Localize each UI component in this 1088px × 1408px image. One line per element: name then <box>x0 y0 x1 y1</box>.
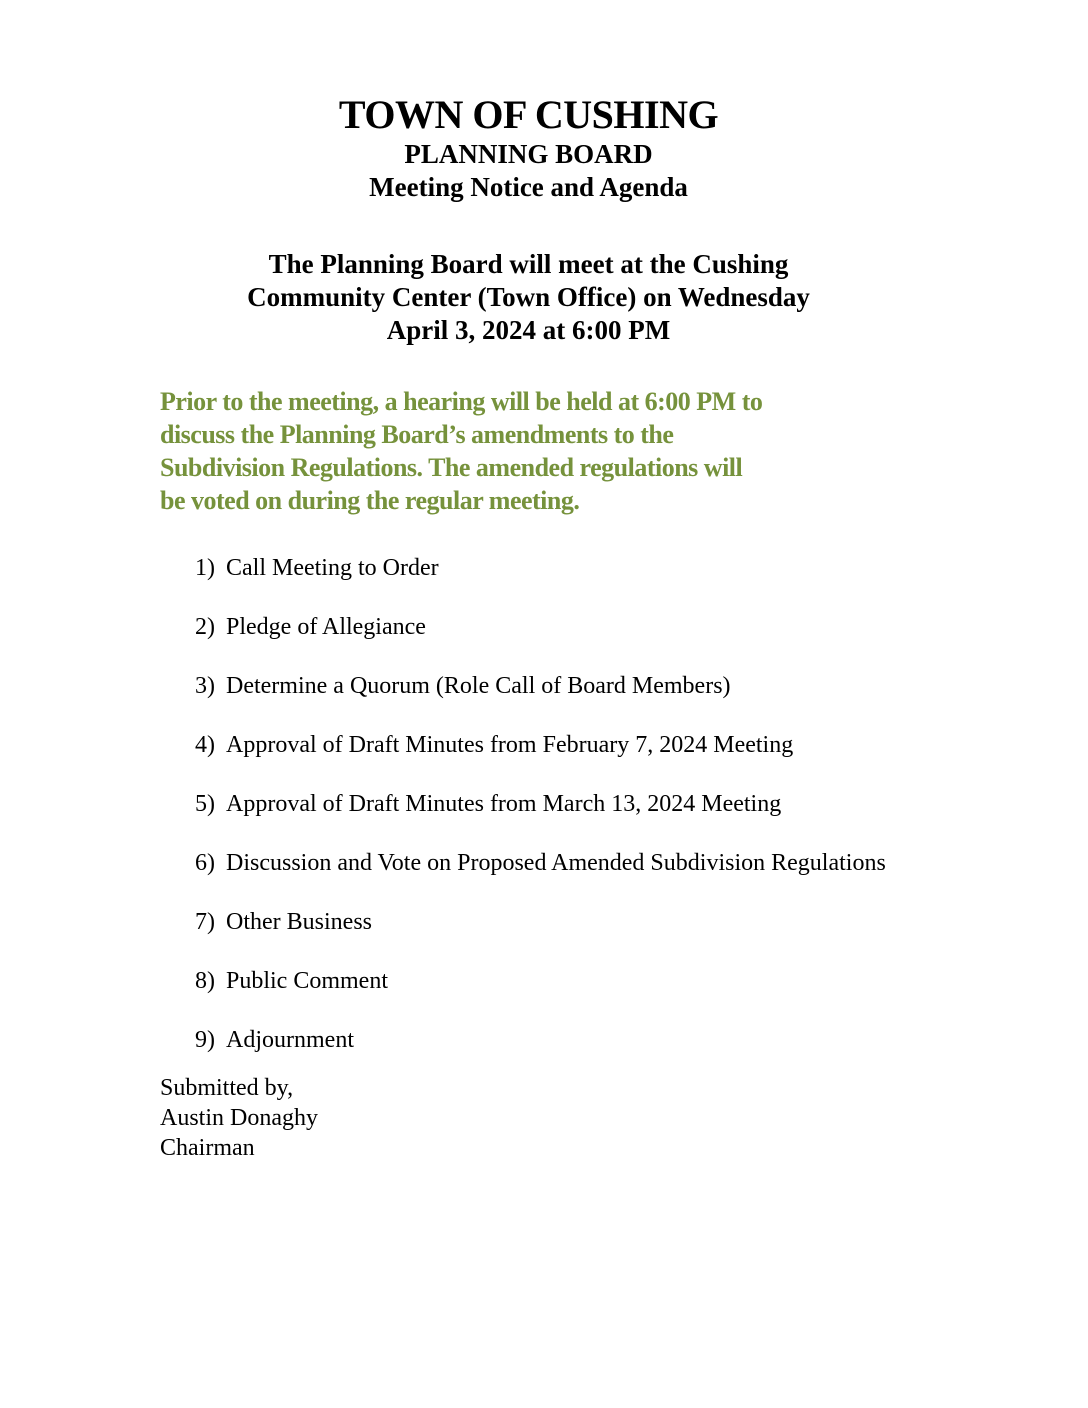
agenda-list <box>195 553 897 1055</box>
doc-type-subtitle: Meeting Notice and Agenda <box>369 172 688 202</box>
doc-header <box>160 92 897 204</box>
agenda-item-text: Determine a Quorum (Role Call of Board Members) <box>226 673 731 699</box>
agenda-item <box>195 612 897 642</box>
agenda-item <box>195 671 897 701</box>
agenda-item-number: 9) <box>195 1027 215 1053</box>
agenda-item <box>195 907 897 937</box>
agenda-item <box>195 730 897 760</box>
agenda-item-number: 6) <box>195 850 215 876</box>
hearing-notice-line: Subdivision Regulations. The amended regulations will <box>160 453 743 482</box>
agenda-item-text: Approval of Draft Minutes from March 13, 2024 Meeting <box>226 791 782 817</box>
agenda-item <box>195 966 897 996</box>
agenda-item-text: Approval of Draft Minutes from February 7, 2024 Meeting <box>226 732 794 758</box>
signature-block <box>160 1073 897 1163</box>
signature-line-name: Austin Donaghy <box>160 1105 318 1131</box>
agenda-item-text: Other Business <box>226 909 372 935</box>
agenda-item-number: 7) <box>195 909 215 935</box>
org-subtitle: PLANNING BOARD <box>404 139 653 169</box>
agenda-item-number: 5) <box>195 791 215 817</box>
meeting-notice <box>160 248 897 347</box>
meeting-notice-line: Community Center (Town Office) on Wednesday <box>247 282 810 312</box>
hearing-notice <box>160 385 897 517</box>
agenda-item <box>195 848 897 878</box>
agenda-item-text: Pledge of Allegiance <box>226 614 426 640</box>
agenda-item <box>195 1025 897 1055</box>
signature-line-submitted-by: Submitted by, <box>160 1075 294 1101</box>
agenda-item-text: Adjournment <box>226 1027 354 1053</box>
agenda-item-text: Call Meeting to Order <box>226 555 439 581</box>
agenda-item <box>195 553 897 583</box>
agenda-item-text: Discussion and Vote on Proposed Amended Subdivision Regulations <box>226 850 886 876</box>
hearing-notice-line: discuss the Planning Board’s amendments to the <box>160 420 674 449</box>
agenda-item-number: 1) <box>195 555 215 581</box>
meeting-notice-line: The Planning Board will meet at the Cushing <box>268 249 789 279</box>
agenda-item-text: Public Comment <box>226 968 388 994</box>
signature-line-title: Chairman <box>160 1135 255 1161</box>
hearing-notice-line: Prior to the meeting, a hearing will be held at 6:00 PM to <box>160 387 763 416</box>
meeting-notice-line: April 3, 2024 at 6:00 PM <box>386 315 671 345</box>
document-title: TOWN OF CUSHING <box>338 92 719 137</box>
agenda-item <box>195 789 897 819</box>
agenda-item-number: 8) <box>195 968 215 994</box>
agenda-item-number: 3) <box>195 673 215 699</box>
hearing-notice-line: be voted on during the regular meeting. <box>160 486 580 515</box>
agenda-item-number: 2) <box>195 614 215 640</box>
agenda-item-number: 4) <box>195 732 215 758</box>
